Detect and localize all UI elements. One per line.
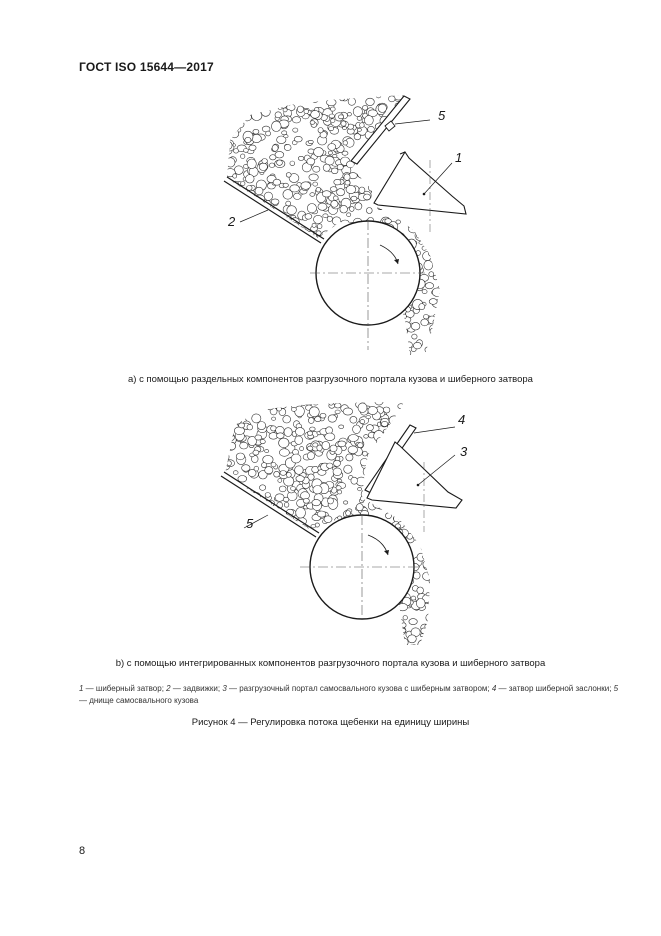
page-number: 8 bbox=[79, 845, 86, 857]
label-4-b: 4 bbox=[458, 412, 466, 427]
legend-num-1: 1 bbox=[79, 684, 84, 693]
legend-num-3: 3 bbox=[222, 684, 227, 693]
legend-text-5: — днище самосвального кузова bbox=[79, 696, 199, 705]
label-1-a: 1 bbox=[455, 150, 463, 165]
figure-title: Рисунок 4 — Регулировка потока щебенки на единицу ширины bbox=[191, 717, 470, 728]
figure-b bbox=[0, 400, 661, 650]
legend-text-3: — разгрузочный портал самосвального кузова с шиберным затвором; bbox=[226, 684, 492, 693]
standard-header: ГОСТ ISO 15644—2017 bbox=[79, 60, 214, 74]
legend-num-4: 4 bbox=[491, 684, 497, 693]
legend-num-2: 2 bbox=[166, 684, 171, 693]
label-2-a: 5 bbox=[438, 108, 446, 123]
label-3-b: 3 bbox=[460, 444, 468, 459]
label-5-a: 2 bbox=[228, 214, 236, 229]
caption-b: b) с помощью интегрированных компонентов разгрузочного портала кузова и шиберного затвора bbox=[115, 658, 546, 669]
figure-legend bbox=[79, 683, 619, 707]
label-5-b: 5 bbox=[246, 516, 254, 531]
figure-a bbox=[0, 85, 661, 365]
legend-text-1: — шиберный затвор; bbox=[83, 684, 167, 693]
legend-text-4: — затвор шиберной заслонки; bbox=[496, 684, 614, 693]
figure-b-drawing bbox=[0, 400, 661, 650]
figure-a-drawing bbox=[0, 85, 661, 365]
legend-num-5: 5 bbox=[613, 684, 619, 693]
legend-text-2: — задвижки; bbox=[170, 684, 223, 693]
caption-a: а) с помощью раздельных компонентов разгрузочного портала кузова и шиберного затвора bbox=[128, 374, 533, 385]
gravel-pile-a bbox=[216, 88, 449, 361]
